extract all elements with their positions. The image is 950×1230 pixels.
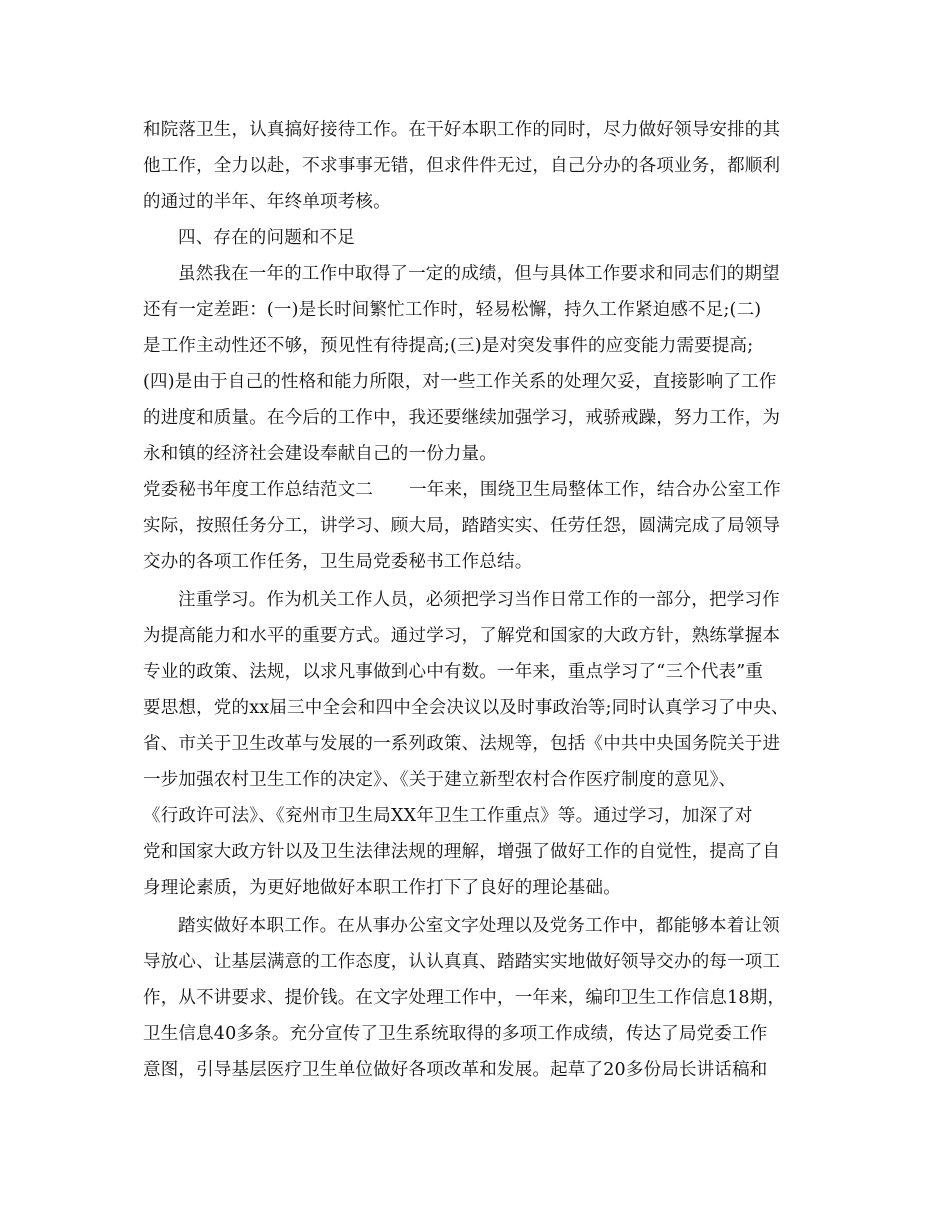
- text-line: 踏实做好本职工作。在从事办公室文字处理以及党务工作中，都能够本着让领: [178, 916, 780, 936]
- text-line: 虽然我在一年的工作中取得了一定的成绩，但与具体工作要求和同志们的期望: [178, 264, 780, 284]
- text-line: 要思想，党的xx届三中全会和四中全会决议以及时事政治等;同时认真学习了中央、: [143, 698, 789, 718]
- section-heading: 四、存在的问题和不足: [178, 228, 355, 248]
- text-line: 一年来，围绕卫生局整体工作，结合办公室工作: [409, 480, 781, 500]
- text-line: 党和国家大政方针以及卫生法律法规的理解，增强了做好工作的自觉性，提高了自: [143, 842, 781, 862]
- text-line: 实际，按照任务分工，讲学习、顾大局，踏踏实实、任劳任怨，圆满完成了局领导: [143, 516, 781, 536]
- text-line: 永和镇的经济社会建设奉献自己的一份力量。: [143, 444, 497, 464]
- document-title: 党委秘书年度工作总结范文二: [143, 480, 374, 500]
- text-line: 一步加强农村卫生工作的决定》、《关于建立新型农村合作医疗制度的意见》、: [143, 770, 737, 790]
- text-line: (四)是由于自己的性格和能力所限，对一些工作关系的处理欠妥，直接影响了工作: [143, 372, 777, 392]
- text-line: 他工作，全力以赴，不求事事无错，但求件件无过，自己分办的各项业务，都顺利: [143, 156, 781, 176]
- text-line: 专业的政策、法规，以求凡事做到心中有数。一年来，重点学习了“三个代表”重: [143, 662, 764, 682]
- title-line: [143, 479, 781, 501]
- text-line: 的进度和质量。在今后的工作中，我还要继续加强学习，戒骄戒躁，努力工作，为: [143, 408, 781, 428]
- text-line: 是工作主动性还不够，预见性有待提高;(三)是对突发事件的应变能力需要提高;: [143, 336, 754, 356]
- text-line: 意图，引导基层医疗卫生单位做好各项改革和发展。起草了20多份局长讲话稿和: [143, 1060, 768, 1080]
- text-line: 和院落卫生，认真搞好接待工作。在干好本职工作的同时，尽力做好领导安排的其: [143, 120, 781, 140]
- text-line: 《行政许可法》、《兖州市卫生局XX年卫生工作重点》等。通过学习，加深了对: [143, 806, 753, 826]
- text-line: 身理论素质，为更好地做好本职工作打下了良好的理论基础。: [143, 878, 621, 898]
- text-line: 的通过的半年、年终单项考核。: [143, 192, 391, 212]
- text-line: 还有一定差距：(一)是长时间繁忙工作时，轻易松懈，持久工作紧迫感不足;(二): [143, 300, 762, 320]
- text-line: 导放心、让基层满意的工作态度，认认真真、踏踏实实地做好领导交办的每一项工: [143, 952, 781, 972]
- text-line: 交办的各项工作任务，卫生局党委秘书工作总结。: [143, 552, 533, 572]
- text-line: 作，从不讲要求、提价钱。在文字处理工作中，一年来，编印卫生工作信息18期，: [143, 988, 786, 1008]
- text-line: 省、市关于卫生改革与发展的一系列政策、法规等，包括《中共中央国务院关于进: [143, 734, 781, 754]
- text-line: 卫生信息40多条。充分宣传了卫生系统取得的多项工作成绩，传达了局党委工作: [143, 1024, 768, 1044]
- text-line: 注重学习。作为机关工作人员，必须把学习当作日常工作的一部分，把学习作: [178, 590, 780, 610]
- text-line: 为提高能力和水平的重要方式。通过学习，了解党和国家的大政方针，熟练掌握本: [143, 626, 781, 646]
